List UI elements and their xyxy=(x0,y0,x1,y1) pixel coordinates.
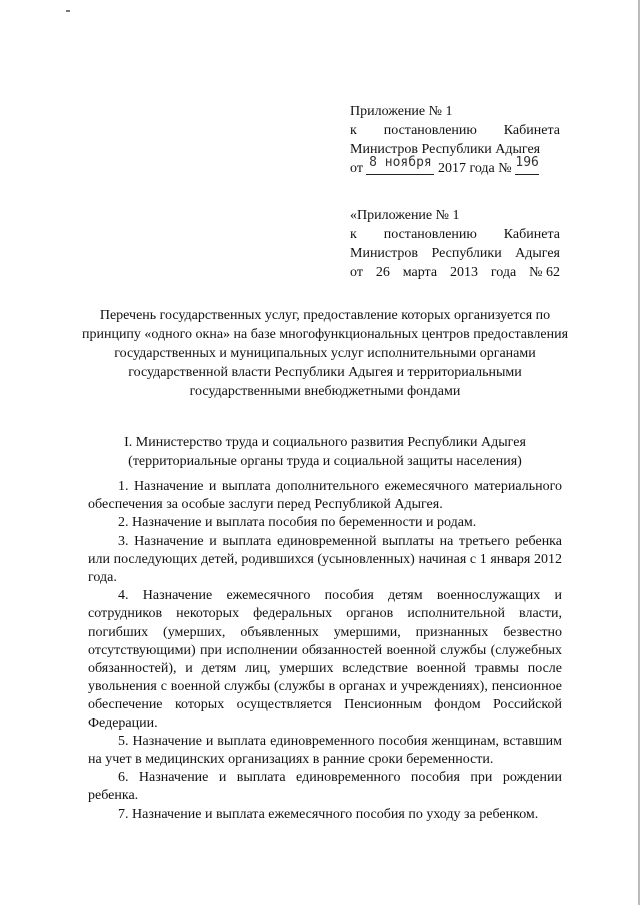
appendix-current: Приложение № 1 к постановлению Кабинета Министров Республики Адыгея от 8 ноября 2017 года № 196 xyxy=(350,104,560,176)
section-header xyxy=(80,433,570,471)
document-title: Перечень государственных услуг, предоставление которых организуется по принципу «одного окна» на базе многофункциональных центров предоставления государственных и муниципальных услуг исполнительными органами государственной власти Республики Адыгея и территориальными государственными внебюджетными фондами xyxy=(81,308,569,399)
section-heading: I. Министерство труда и социального развития Республики Адыгея xyxy=(124,435,526,450)
service-item: 2. Назначение и выплата пособия по беременности и родам. xyxy=(118,515,477,531)
appendix-label: «Приложение № 1 xyxy=(350,208,460,223)
service-item: 4. Назначение ежемесячного пособия детям военнослужащих и сотрудников некоторых федеральных органов исполнительной власти, погибших (умерших, объявленных умершими, признанных безвестно отсутствующими) при исполнении обязанностей военной службы (служебных обязанностей), и детям лиц, умерших вследствие военной травмы после увольнения с военной службы (службы в органах и учреждениях), пенсионное обеспечение которых осуществляется Пенсионным фондом Российской Федерации. xyxy=(88,588,562,731)
services-list xyxy=(88,478,562,824)
appendix-label: Приложение № 1 xyxy=(350,104,453,119)
appendix-previous: «Приложение № 1 к постановлению Кабинета Министров Республики Адыгея от 26 марта 2013 года № 62 xyxy=(350,208,560,280)
service-item: 7. Назначение и выплата ежемесячного пособия по уходу за ребенком. xyxy=(118,806,539,822)
service-item: 5. Назначение и выплата единовременного пособия женщинам, вставшим на учет в медицинских организациях в ранние сроки беременности. xyxy=(88,733,562,768)
section-subheading: (территориальные органы труда и социальной защиты населения) xyxy=(128,454,522,469)
service-item: 6. Назначение и выплата единовременного пособия при рождении ребенка. xyxy=(88,770,562,804)
service-item: 1. Назначение и выплата дополнительного ежемесячного материального обеспечения за особые заслуги перед Республикой Адыгея. xyxy=(88,479,562,513)
service-item: 3. Назначение и выплата единовременной выплаты на третьего ребенка или последующих детей, родившихся (усыновленных) начиная с 1 января 2012 года. xyxy=(88,533,562,586)
scan-artifact xyxy=(66,10,70,12)
date-handwritten-field: 8 ноября xyxy=(366,156,434,175)
number-handwritten-field: 196 xyxy=(515,156,539,175)
